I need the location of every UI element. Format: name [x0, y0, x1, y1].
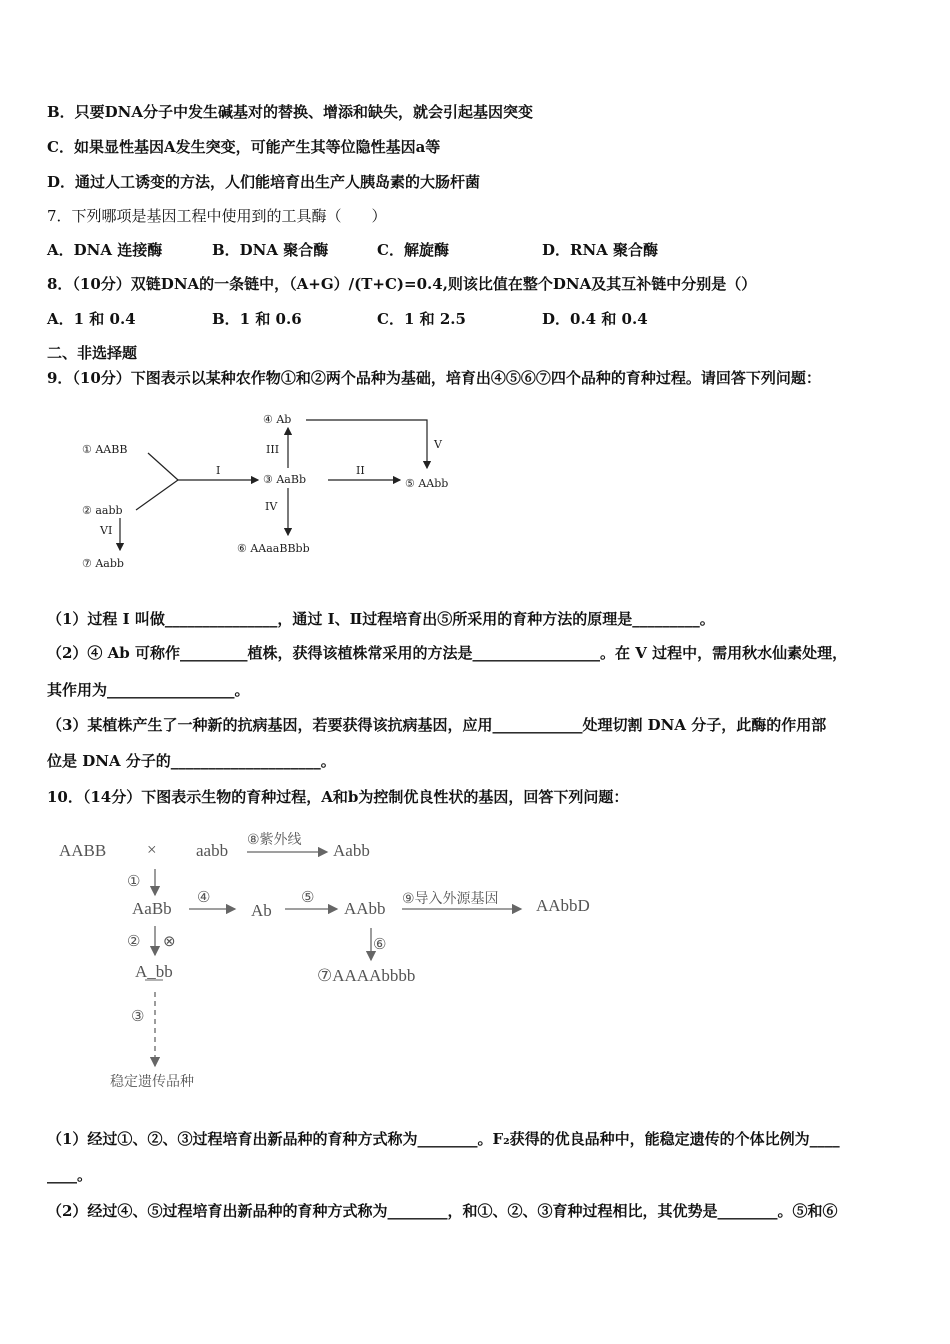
label-step-5: ⑤: [301, 890, 315, 906]
q7-option-d: D．RNA 聚合酶: [542, 241, 659, 259]
node-aabbd: AAbbD: [536, 896, 590, 915]
selfing-icon: ⊗: [163, 934, 176, 950]
q8-option-a: A．1 和 0.4: [47, 310, 136, 328]
node-aabb: AAbb: [344, 899, 386, 918]
stable-variety: 稳定遗传品种: [110, 1074, 194, 1090]
q7-options: [47, 239, 658, 260]
arrow-process-5: [306, 420, 427, 468]
q9-part-2a: （2）④ Ab 可称作_________植株，获得该植株常采用的方法是_________________。在 V 过程中，需用秋水仙素处理，: [47, 644, 848, 662]
q10-part-2: （2）经过④、⑤过程培育出新品种的育种方式称为________，和①、②、③育种过程相比，其优势是________。⑤和⑥: [47, 1202, 838, 1220]
label-step-4: ④: [197, 890, 211, 906]
q8-options: [47, 308, 648, 329]
option-b-text: B．只要DNA分子中发生碱基对的替换、增添和缺失，就会引起基因突变: [47, 103, 534, 121]
q9-stem: 9．（10分）下图表示以某种农作物①和②两个品种为基础，培育出④⑤⑥⑦四个品种的育种过程。请回答下列问题：: [47, 369, 821, 387]
node-6-label: ⑥ AAaaBBbb: [237, 542, 310, 555]
q8-option-d: D．0.4 和 0.4: [542, 310, 648, 328]
q8-option-c: C．1 和 2.5: [377, 310, 466, 328]
q7-option-a: A．DNA 连接酶: [47, 241, 163, 259]
label-step-9: ⑨导入外源基因: [402, 891, 499, 907]
option-d-text: D．通过人工诱变的方法，人们能培育出生产人胰岛素的大肠杆菌: [47, 173, 481, 191]
label-step-6: ⑥: [373, 937, 387, 953]
label-process-6: VI: [100, 524, 113, 537]
label-step-2: ②: [127, 934, 141, 950]
node-aabb-mut: Aabb: [333, 841, 370, 860]
parent-1: AABB: [59, 841, 107, 860]
q9-part-3a: （3）某植株产生了一种新的抗病基因，若要获得该抗病基因，应用____________处理切割 DNA 分子，此酶的作用部: [47, 716, 827, 734]
line-1-to-junction: [148, 453, 178, 480]
node-5-label: ⑤ AAbb: [405, 477, 449, 490]
label-process-4: IV: [265, 500, 278, 513]
node-2-label: ② aabb: [82, 504, 123, 517]
node-ab: Ab: [251, 901, 272, 920]
node-f1: AaBb: [132, 899, 172, 918]
q7-stem: 7．下列哪项是基因工程中使用到的工具酶（ ）: [47, 207, 387, 225]
q10-part-1a: （1）经过①、②、③过程培育出新品种的育种方式称为________。F₂获得的优良品种中，能稳定遗传的个体比例为____: [47, 1130, 840, 1148]
q8-stem: 8．（10分）双链DNA的一条链中，（A+G）/(T+C)=0.4,则该比值在整个DNA及其互补链中分别是（）: [47, 275, 757, 293]
q10-stem: 10．（14分）下图表示生物的育种过程，A和b为控制优良性状的基因，回答下列问题：: [47, 788, 629, 806]
label-process-5: V: [434, 438, 442, 451]
q9-part-3b: 位是 DNA 分子的____________________。: [47, 752, 336, 770]
line-2-to-junction: [136, 480, 178, 510]
q8-option-b: B．1 和 0.6: [212, 310, 302, 328]
parent-2: aabb: [196, 841, 229, 860]
node-3-label: ③ AaBb: [263, 473, 306, 486]
q7-option-c: C．解旋酶: [377, 241, 449, 259]
label-step-3: ③: [131, 1009, 145, 1025]
node-f2: A_bb: [135, 962, 173, 981]
cross-symbol: ×: [147, 840, 157, 859]
label-uv: ⑧紫外线: [247, 832, 302, 848]
node-aaaabbbb: ⑦AAAAbbbb: [317, 966, 416, 985]
node-4-label: ④ Ab: [263, 413, 292, 426]
breeding-diagram-2: [55, 822, 615, 1097]
node-1-label: ① AABB: [82, 443, 128, 456]
label-step-1: ①: [127, 874, 141, 890]
q7-option-b: B．DNA 聚合酶: [212, 241, 329, 259]
label-process-1: I: [216, 464, 221, 477]
option-c-text: C．如果显性基因A发生突变，可能产生其等位隐性基因a等: [47, 138, 441, 156]
section-heading: 二、非选择题: [47, 344, 138, 362]
breeding-diagram-1: [70, 400, 490, 575]
q9-part-2b: 其作用为_________________。: [47, 681, 250, 699]
q10-part-1b: ____。: [47, 1166, 93, 1184]
node-7-label: ⑦ Aabb: [82, 557, 124, 570]
q9-part-1: （1）过程 I 叫做_______________，通过 I、Ⅱ过程培育出⑤所采用的育种方法的原理是_________。: [47, 610, 715, 628]
label-process-2: II: [356, 464, 365, 477]
label-process-3: III: [266, 443, 280, 456]
